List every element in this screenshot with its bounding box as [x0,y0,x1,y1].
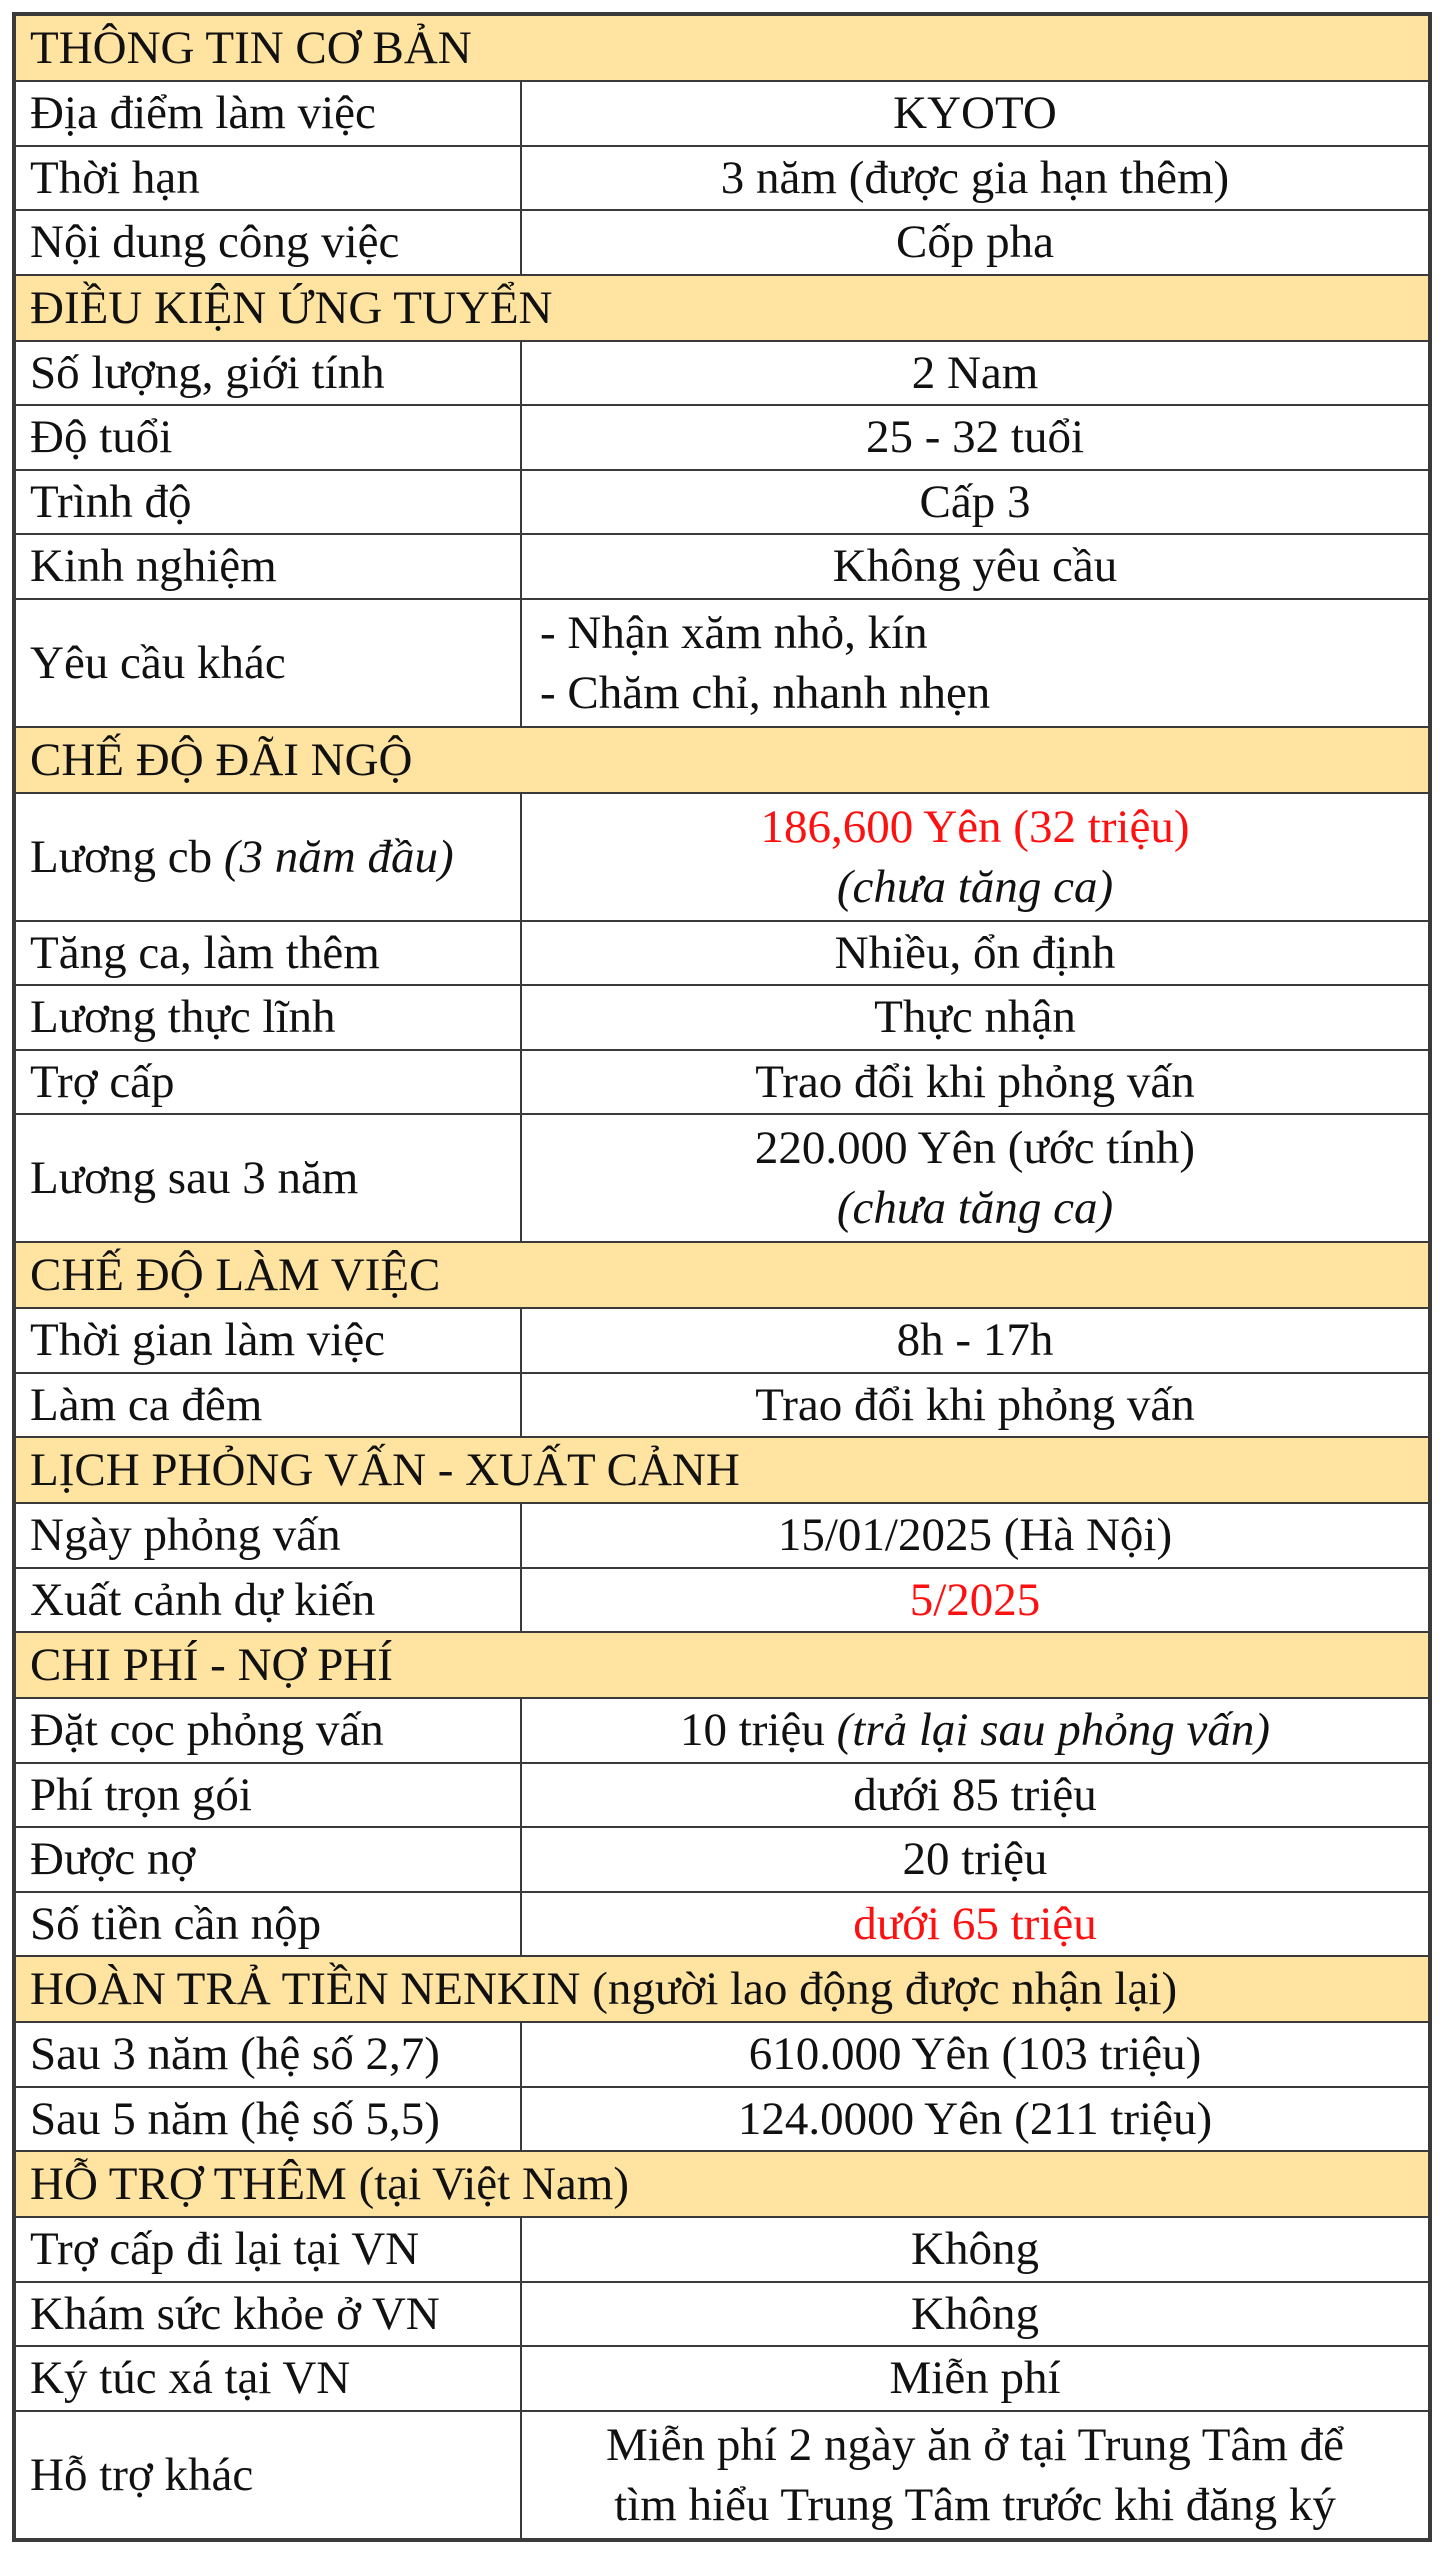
row-value: Trao đổi khi phỏng vấn [521,1050,1429,1115]
table-row [15,2411,1429,2539]
row-value: Không [521,2282,1429,2347]
section-title: CHI PHÍ - NỢ PHÍ [15,1632,1429,1698]
section-header-schedule [15,1437,1429,1503]
row-label: Thời gian làm việc [15,1308,521,1373]
row-label: Được nợ [15,1827,521,1892]
row-value: 20 triệu [521,1827,1429,1892]
table-row [15,1308,1429,1373]
row-label: Trợ cấp đi lại tại VN [15,2217,521,2282]
section-title: THÔNG TIN CƠ BẢN [15,15,1429,81]
section-header-benefits [15,727,1429,793]
row-label: Thời hạn [15,146,521,211]
row-value: KYOTO [521,81,1429,146]
section-title: HOÀN TRẢ TIỀN NENKIN (người lao động được nhận lại) [15,1956,1429,2022]
table-row [15,1114,1429,1242]
label-note: (3 năm đầu) [223,830,454,883]
row-value [521,793,1429,921]
value-note: (chưa tăng ca) [836,860,1114,913]
row-label: Làm ca đêm [15,1373,521,1438]
row-label [15,793,521,921]
table-row [15,210,1429,275]
row-label: Độ tuổi [15,405,521,470]
table-row [15,2282,1429,2347]
table-row [15,599,1429,727]
row-value: 2 Nam [521,341,1429,406]
section-title: HỖ TRỢ THÊM (tại Việt Nam) [15,2151,1429,2217]
row-value: 8h - 17h [521,1308,1429,1373]
row-label: Sau 3 năm (hệ số 2,7) [15,2022,521,2087]
table-row [15,1373,1429,1438]
table-row [15,793,1429,921]
section-header-conditions [15,275,1429,341]
row-label: Địa điểm làm việc [15,81,521,146]
table-row [15,1763,1429,1828]
row-value [521,1114,1429,1242]
row-value [521,2411,1429,2539]
row-value [521,599,1429,727]
table-row [15,1503,1429,1568]
row-label: Khám sức khỏe ở VN [15,2282,521,2347]
table-row [15,341,1429,406]
row-label: Trình độ [15,470,521,535]
section-title: ĐIỀU KIỆN ỨNG TUYỂN [15,275,1429,341]
value-note: (trả lại sau phỏng vấn) [836,1704,1271,1757]
section-title: CHẾ ĐỘ LÀM VIỆC [15,1242,1429,1308]
job-info-table [12,12,1432,2542]
table-row [15,2087,1429,2152]
row-value: 5/2025 [521,1568,1429,1633]
table-row [15,2217,1429,2282]
row-value: 124.0000 Yên (211 triệu) [521,2087,1429,2152]
row-label: Đặt cọc phỏng vấn [15,1698,521,1763]
section-header-work [15,1242,1429,1308]
value-text: 10 triệu [679,1704,837,1757]
value-note: (chưa tăng ca) [836,1182,1114,1234]
row-label: Số lượng, giới tính [15,341,521,406]
table-row [15,1050,1429,1115]
table-row [15,1698,1429,1763]
row-label: Trợ cấp [15,1050,521,1115]
row-label: Sau 5 năm (hệ số 5,5) [15,2087,521,2152]
table-row [15,1827,1429,1892]
row-value: Miễn phí [521,2346,1429,2411]
label-text: Lương cb [30,830,224,883]
section-title: CHẾ ĐỘ ĐÃI NGỘ [15,727,1429,793]
row-value: Thực nhận [521,985,1429,1050]
row-value [521,1698,1429,1763]
row-value: Trao đổi khi phỏng vấn [521,1373,1429,1438]
value-line: tìm hiểu Trung Tâm trước khi đăng ký [614,2478,1336,2531]
table-row [15,1568,1429,1633]
value-line: Miễn phí 2 ngày ăn ở tại Trung Tâm để [605,2418,1345,2471]
row-label: Nội dung công việc [15,210,521,275]
table-row [15,1892,1429,1957]
section-header-nenkin [15,1956,1429,2022]
row-label: Yêu cầu khác [15,599,521,727]
row-value: Không [521,2217,1429,2282]
row-label: Phí trọn gói [15,1763,521,1828]
row-value: dưới 65 triệu [521,1892,1429,1957]
table-row [15,2022,1429,2087]
table-row [15,146,1429,211]
row-label: Kinh nghiệm [15,534,521,599]
table-row [15,534,1429,599]
row-label: Ngày phỏng vấn [15,1503,521,1568]
row-value: 610.000 Yên (103 triệu) [521,2022,1429,2087]
row-value: Nhiều, ổn định [521,921,1429,986]
row-value: dưới 85 triệu [521,1763,1429,1828]
row-label: Hỗ trợ khác [15,2411,521,2539]
row-label: Lương sau 3 năm [15,1114,521,1242]
section-header-fees [15,1632,1429,1698]
row-label: Lương thực lĩnh [15,985,521,1050]
table-row [15,470,1429,535]
table-row [15,921,1429,986]
table-row [15,81,1429,146]
row-value: 15/01/2025 (Hà Nội) [521,1503,1429,1568]
value-line: - Nhận xăm nhỏ, kín [540,606,928,659]
row-value: 25 - 32 tuổi [521,405,1429,470]
section-header-basic [15,15,1429,81]
table-row [15,985,1429,1050]
row-value: 3 năm (được gia hạn thêm) [521,146,1429,211]
row-value: Không yêu cầu [521,534,1429,599]
table-row [15,405,1429,470]
section-header-support [15,2151,1429,2217]
salary-value: 186,600 Yên (32 triệu) [760,800,1190,853]
row-label: Xuất cảnh dự kiến [15,1568,521,1633]
row-value: Cốp pha [521,210,1429,275]
row-value: Cấp 3 [521,470,1429,535]
table-row [15,2346,1429,2411]
row-label: Ký túc xá tại VN [15,2346,521,2411]
row-label: Số tiền cần nộp [15,1892,521,1957]
value-line: - Chăm chỉ, nhanh nhẹn [540,666,991,719]
value-line: 220.000 Yên (ước tính) [754,1122,1196,1174]
row-label: Tăng ca, làm thêm [15,921,521,986]
section-title: LỊCH PHỎNG VẤN - XUẤT CẢNH [15,1437,1429,1503]
